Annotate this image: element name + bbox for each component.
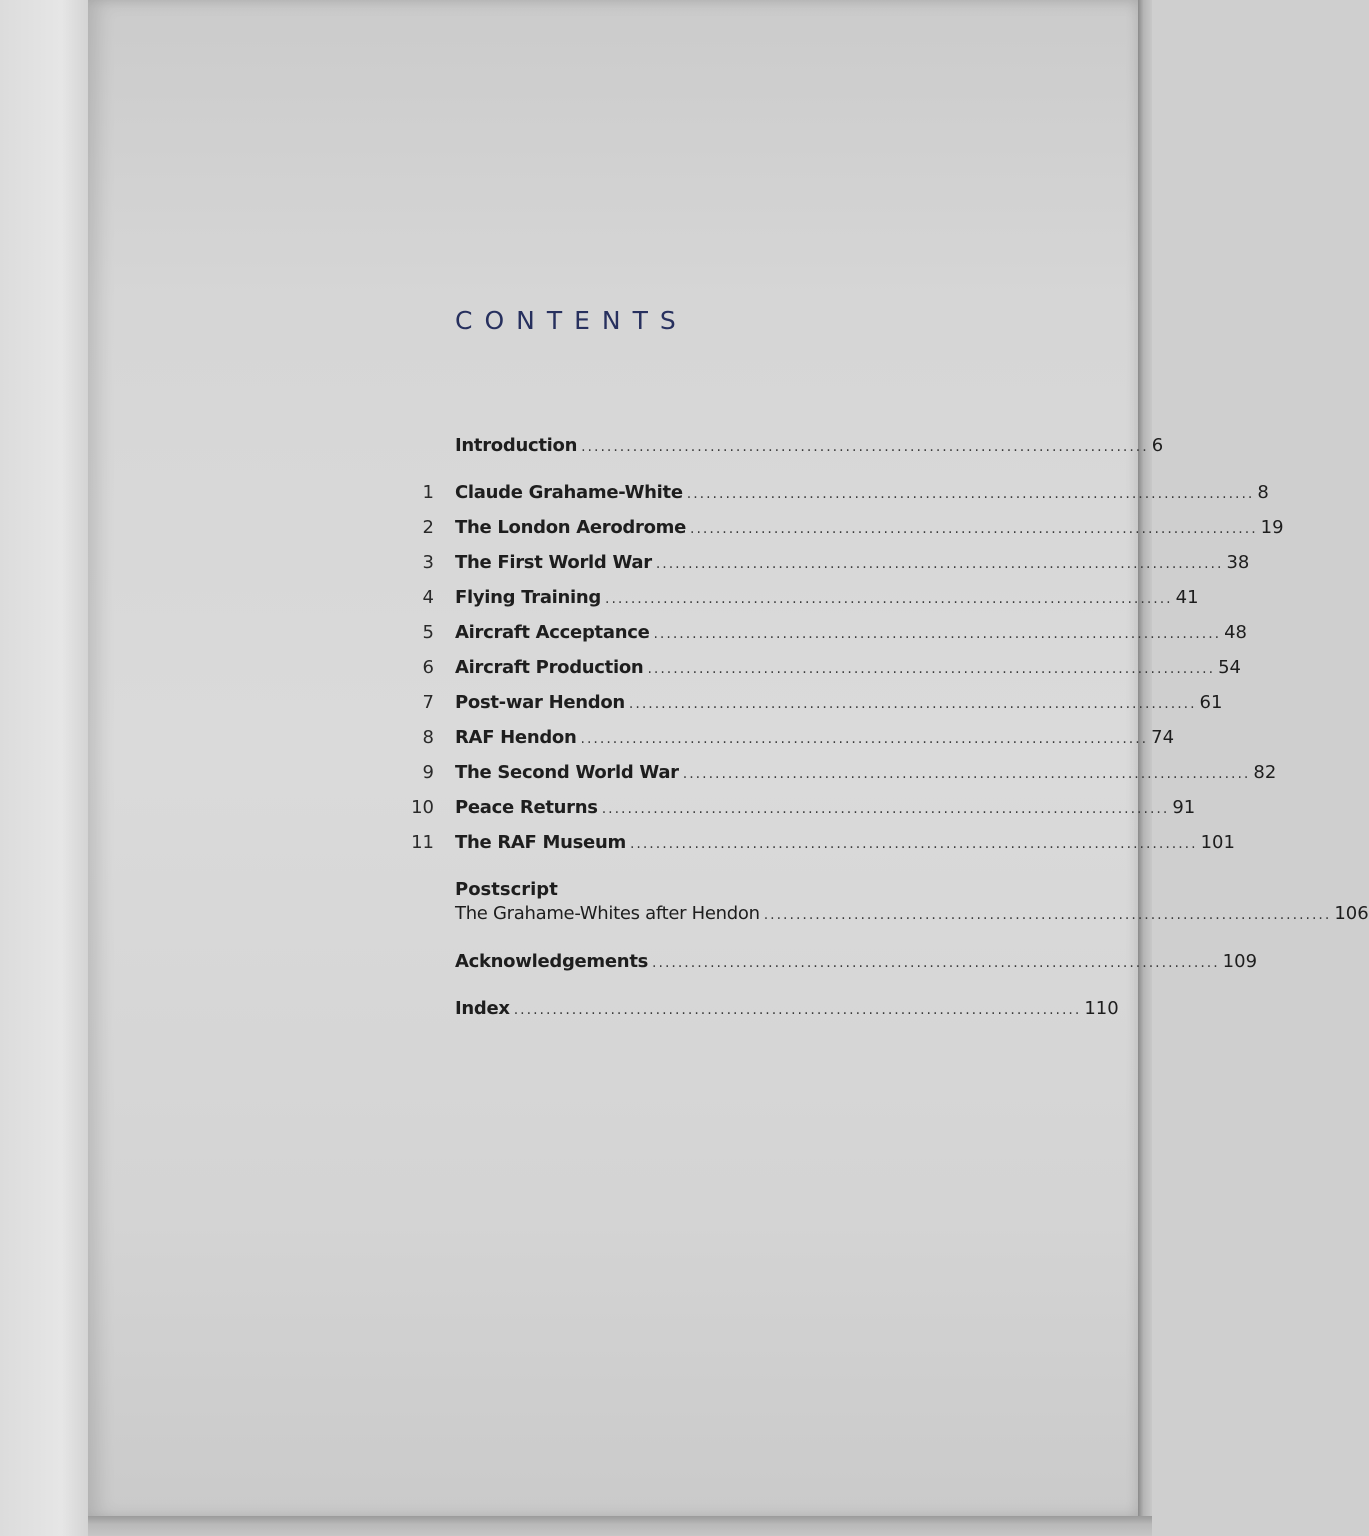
toc-entry-chapter-7[interactable] bbox=[400, 692, 1223, 718]
toc-title: The Grahame-Whites after Hendon bbox=[455, 903, 760, 924]
leader-dots: ........................................................................................ bbox=[605, 591, 1173, 607]
leader-dots: ........................................................................................ bbox=[601, 801, 1170, 817]
toc-entry-postscript[interactable] bbox=[400, 903, 1369, 929]
chapter-number: 4 bbox=[422, 587, 434, 608]
toc-title: Flying Training bbox=[455, 587, 602, 608]
toc-title: The First World War bbox=[455, 552, 652, 573]
toc-entry-chapter-3[interactable] bbox=[400, 552, 1250, 578]
toc-entry-chapter-5[interactable] bbox=[400, 622, 1248, 648]
toc-title: Peace Returns bbox=[455, 797, 598, 818]
toc-page-number: 109 bbox=[1222, 951, 1258, 972]
chapter-number: 6 bbox=[422, 657, 434, 678]
leader-dots: ........................................................................................ bbox=[513, 1002, 1082, 1018]
toc-page-number: 61 bbox=[1199, 692, 1223, 713]
facing-page-edge bbox=[0, 0, 88, 1536]
toc-title: Acknowledgements bbox=[455, 951, 649, 972]
toc-entry-chapter-1[interactable] bbox=[400, 482, 1269, 508]
leader-dots: ........................................................................................ bbox=[690, 521, 1258, 537]
toc-page-number: 91 bbox=[1172, 797, 1196, 818]
toc-title: Post-war Hendon bbox=[455, 692, 625, 713]
leader-dots: ........................................................................................ bbox=[652, 955, 1220, 971]
leader-dots: ........................................................................................ bbox=[581, 439, 1149, 455]
toc-page-number: 19 bbox=[1260, 517, 1284, 538]
leader-dots: ........................................................................................ bbox=[580, 731, 1149, 747]
toc-title: The RAF Museum bbox=[455, 832, 626, 853]
toc-entry-chapter-4[interactable] bbox=[400, 587, 1199, 613]
chapter-number: 2 bbox=[422, 517, 434, 538]
toc-title: Index bbox=[455, 998, 510, 1019]
toc-title: The London Aerodrome bbox=[455, 517, 687, 538]
toc-entry-chapter-8[interactable] bbox=[400, 727, 1175, 753]
leader-dots: ........................................................................................ bbox=[686, 486, 1255, 502]
contents-page bbox=[88, 0, 1140, 1518]
toc-entry-introduction[interactable] bbox=[400, 435, 1164, 461]
toc-title: Introduction bbox=[455, 435, 578, 456]
chapter-number: 8 bbox=[422, 727, 434, 748]
toc-page-number: 82 bbox=[1253, 762, 1277, 783]
toc-page-number: 38 bbox=[1226, 552, 1250, 573]
toc-page-number: 101 bbox=[1200, 832, 1235, 853]
leader-dots: ........................................................................................ bbox=[655, 556, 1224, 572]
toc-title: Aircraft Acceptance bbox=[455, 622, 650, 643]
toc-postscript-heading bbox=[400, 879, 846, 905]
chapter-number: 11 bbox=[411, 832, 434, 853]
toc-page-number: 6 bbox=[1151, 435, 1164, 456]
toc-entry-index[interactable] bbox=[400, 998, 1119, 1024]
chapter-number: 5 bbox=[422, 622, 434, 643]
chapter-number: 1 bbox=[422, 482, 434, 503]
toc-page-number: 110 bbox=[1084, 998, 1119, 1019]
contents-heading: CONTENTS bbox=[455, 306, 688, 335]
chapter-number: 3 bbox=[422, 552, 434, 573]
chapter-number: 10 bbox=[411, 797, 434, 818]
toc-title: Aircraft Production bbox=[455, 657, 644, 678]
toc-title: Claude Grahame-White bbox=[455, 482, 683, 503]
page-edge-bottom bbox=[88, 1516, 1152, 1536]
toc-entry-acknowledgements[interactable] bbox=[400, 951, 1258, 977]
toc-page-number: 106 bbox=[1334, 903, 1369, 924]
toc-page-number: 41 bbox=[1175, 587, 1199, 608]
toc-entry-chapter-2[interactable] bbox=[400, 517, 1284, 543]
chapter-number: 7 bbox=[422, 692, 434, 713]
postscript-heading: Postscript bbox=[455, 879, 558, 900]
toc-entry-chapter-9[interactable] bbox=[400, 762, 1277, 788]
toc-entry-chapter-10[interactable] bbox=[400, 797, 1196, 823]
toc-page-number: 74 bbox=[1151, 727, 1175, 748]
toc-page-number: 8 bbox=[1257, 482, 1269, 503]
chapter-number: 9 bbox=[422, 762, 434, 783]
toc-title: The Second World War bbox=[455, 762, 679, 783]
leader-dots: ........................................................................................ bbox=[763, 907, 1332, 923]
toc-title: RAF Hendon bbox=[455, 727, 577, 748]
toc-page-number: 54 bbox=[1218, 657, 1241, 678]
leader-dots: ........................................................................................ bbox=[628, 696, 1197, 712]
leader-dots: ........................................................................................ bbox=[647, 661, 1216, 677]
toc-entry-chapter-11[interactable] bbox=[400, 832, 1235, 858]
leader-dots: ........................................................................................ bbox=[629, 836, 1198, 852]
toc-page-number: 48 bbox=[1224, 622, 1248, 643]
toc-entry-chapter-6[interactable] bbox=[400, 657, 1241, 683]
leader-dots: ........................................................................................ bbox=[653, 626, 1222, 642]
leader-dots: ........................................................................................ bbox=[682, 766, 1251, 782]
